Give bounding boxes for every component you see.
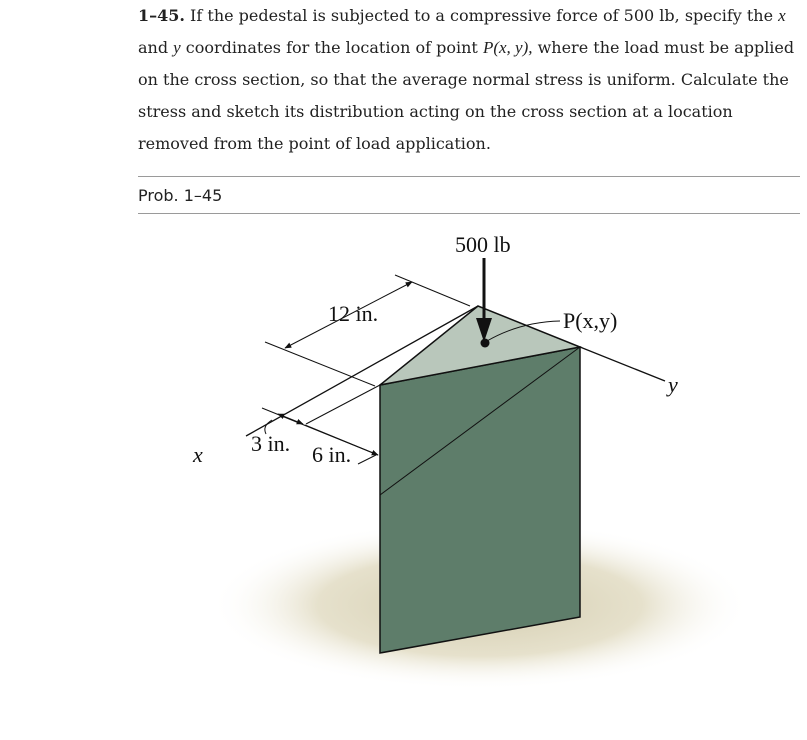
variable-y: y [173,38,181,57]
dim-label-6: 6 in. [312,442,352,467]
dim-line-3 [278,414,303,424]
point-expression: P(x, y), [482,38,533,57]
variable-x: x [778,6,786,25]
problem-text-3: coordinates for the location of point [180,38,483,57]
axis-label-y: y [668,372,678,397]
figure-caption: Prob. 1–45 [138,186,223,205]
point-label: P(x,y) [563,308,618,333]
extension-line-12b [265,342,375,386]
dim-label-12: 12 in. [328,301,379,326]
axis-label-x: x [193,442,203,467]
dim-line-6-upper [306,385,380,424]
problem-text-1: If the pedestal is subjected to a compressive force of 500 lb, specify the [184,6,779,25]
leader-6 [358,455,376,464]
front-face [380,347,580,653]
problem-text-2: and [138,38,174,57]
extension-line-12a [395,275,470,306]
problem-number: 1–45. [138,6,185,25]
load-label: 500 lb [455,232,511,257]
y-axis-line [580,347,665,381]
dim-label-3: 3 in. [251,431,291,456]
problem-text-4: where the load must be applied on the cross section, so that the average normal stress is uniform. Calculate the stress and sketch its distribution acting on the cross section at a location removed from the point of load application. [138,38,795,153]
